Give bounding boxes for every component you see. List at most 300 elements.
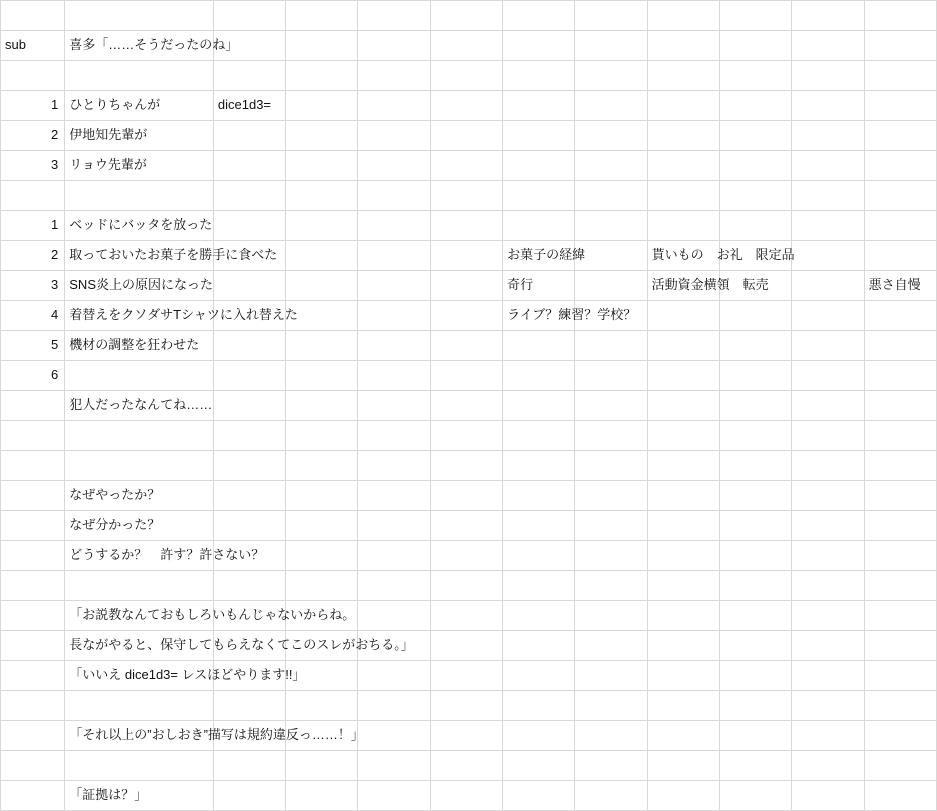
cell-r5-c6[interactable] bbox=[503, 151, 575, 181]
cell-r16-c7[interactable] bbox=[575, 481, 647, 511]
cell-r1-c4[interactable] bbox=[358, 31, 430, 61]
cell-r25-c0[interactable] bbox=[1, 751, 65, 781]
cell-r14-c3[interactable] bbox=[286, 421, 358, 451]
cell-r6-c11[interactable] bbox=[864, 181, 936, 211]
cell-r22-c11[interactable] bbox=[864, 661, 936, 691]
cell-r24-c4[interactable] bbox=[358, 721, 430, 751]
cell-r15-c6[interactable] bbox=[503, 451, 575, 481]
cell-r18-c7[interactable] bbox=[575, 541, 647, 571]
cell-r7-c6[interactable] bbox=[503, 211, 575, 241]
cell-r18-c8[interactable] bbox=[647, 541, 719, 571]
cell-r2-c0[interactable] bbox=[1, 61, 65, 91]
cell-r6-c6[interactable] bbox=[503, 181, 575, 211]
cell-r4-c8[interactable] bbox=[647, 121, 719, 151]
cell-r15-c3[interactable] bbox=[286, 451, 358, 481]
cell-r23-c11[interactable] bbox=[864, 691, 936, 721]
cell-r11-c9[interactable] bbox=[719, 331, 791, 361]
cell-r1-c7[interactable] bbox=[575, 31, 647, 61]
cell-r13-c8[interactable] bbox=[647, 391, 719, 421]
cell-r15-c8[interactable] bbox=[647, 451, 719, 481]
cell-r24-c1[interactable] bbox=[65, 721, 364, 751]
cell-r21-c7[interactable] bbox=[575, 631, 647, 661]
cell-r9-c3[interactable] bbox=[286, 271, 358, 301]
cell-r17-c5[interactable] bbox=[430, 511, 502, 541]
cell-r6-c0[interactable] bbox=[1, 181, 65, 211]
cell-r12-c0[interactable] bbox=[1, 361, 65, 391]
cell-r25-c5[interactable] bbox=[430, 751, 502, 781]
cell-r7-c7[interactable] bbox=[575, 211, 647, 241]
cell-r12-c3[interactable] bbox=[286, 361, 358, 391]
cell-r17-c3[interactable] bbox=[286, 511, 358, 541]
cell-r19-c6[interactable] bbox=[503, 571, 575, 601]
cell-r25-c8[interactable] bbox=[647, 751, 719, 781]
cell-r24-c2[interactable] bbox=[213, 721, 285, 751]
cell-r3-c4[interactable] bbox=[358, 91, 430, 121]
cell-r16-c5[interactable] bbox=[430, 481, 502, 511]
cell-r20-c10[interactable] bbox=[792, 601, 864, 631]
cell-r20-c5[interactable] bbox=[430, 601, 502, 631]
cell-r7-c2[interactable] bbox=[213, 211, 285, 241]
cell-r24-c8[interactable] bbox=[647, 721, 719, 751]
cell-r2-c5[interactable] bbox=[430, 61, 502, 91]
cell-r7-c0[interactable] bbox=[1, 211, 65, 241]
cell-r3-c5[interactable] bbox=[430, 91, 502, 121]
cell-r8-c0[interactable] bbox=[1, 241, 65, 271]
cell-r22-c1[interactable] bbox=[65, 661, 306, 691]
cell-r17-c4[interactable] bbox=[358, 511, 430, 541]
cell-r18-c6[interactable] bbox=[503, 541, 575, 571]
cell-r17-c2[interactable] bbox=[213, 511, 285, 541]
cell-r20-c2[interactable] bbox=[213, 601, 285, 631]
cell-r4-c1[interactable] bbox=[65, 121, 214, 151]
cell-r2-c1[interactable] bbox=[65, 61, 214, 91]
cell-r5-c8[interactable] bbox=[647, 151, 719, 181]
cell-r9-c0[interactable] bbox=[1, 271, 65, 301]
cell-r21-c5[interactable] bbox=[430, 631, 502, 661]
cell-r1-c10[interactable] bbox=[792, 31, 864, 61]
cell-r5-c2[interactable] bbox=[213, 151, 285, 181]
cell-r24-c3[interactable] bbox=[286, 721, 358, 751]
cell-r1-c9[interactable] bbox=[719, 31, 791, 61]
cell-r15-c0[interactable] bbox=[1, 451, 65, 481]
cell-r0-c7[interactable] bbox=[575, 1, 647, 31]
cell-r14-c2[interactable] bbox=[213, 421, 285, 451]
cell-r20-c11[interactable] bbox=[864, 601, 936, 631]
cell-r24-c0[interactable] bbox=[1, 721, 65, 751]
cell-r7-c3[interactable] bbox=[286, 211, 358, 241]
cell-r4-c11[interactable] bbox=[864, 121, 936, 151]
cell-r2-c8[interactable] bbox=[647, 61, 719, 91]
cell-r21-c11[interactable] bbox=[864, 631, 936, 661]
cell-r8-c4[interactable] bbox=[358, 241, 430, 271]
cell-r13-c9[interactable] bbox=[719, 391, 791, 421]
cell-r11-c4[interactable] bbox=[358, 331, 430, 361]
cell-r2-c9[interactable] bbox=[719, 61, 791, 91]
cell-r16-c0[interactable] bbox=[1, 481, 65, 511]
cell-r22-c0[interactable] bbox=[1, 661, 65, 691]
cell-r12-c11[interactable] bbox=[864, 361, 936, 391]
cell-r26-c8[interactable] bbox=[647, 781, 719, 811]
cell-r16-c1[interactable] bbox=[65, 481, 214, 511]
cell-r0-c11[interactable] bbox=[864, 1, 936, 31]
cell-r8-c11[interactable] bbox=[864, 241, 936, 271]
cell-r14-c11[interactable] bbox=[864, 421, 936, 451]
cell-r13-c1[interactable] bbox=[65, 391, 214, 421]
cell-r25-c7[interactable] bbox=[575, 751, 647, 781]
cell-r19-c11[interactable] bbox=[864, 571, 936, 601]
cell-r7-c5[interactable] bbox=[430, 211, 502, 241]
cell-r20-c4[interactable] bbox=[358, 601, 430, 631]
cell-r18-c9[interactable] bbox=[719, 541, 791, 571]
cell-r15-c10[interactable] bbox=[792, 451, 864, 481]
cell-r26-c10[interactable] bbox=[792, 781, 864, 811]
cell-r21-c8[interactable] bbox=[647, 631, 719, 661]
cell-r9-c2[interactable] bbox=[213, 271, 285, 301]
cell-r1-c8[interactable] bbox=[647, 31, 719, 61]
cell-r4-c10[interactable] bbox=[792, 121, 864, 151]
cell-r23-c6[interactable] bbox=[503, 691, 575, 721]
cell-r0-c5[interactable] bbox=[430, 1, 502, 31]
cell-r22-c4[interactable] bbox=[358, 661, 430, 691]
cell-r2-c6[interactable] bbox=[503, 61, 575, 91]
cell-r0-c8[interactable] bbox=[647, 1, 719, 31]
cell-r10-c6[interactable] bbox=[503, 301, 637, 331]
cell-r13-c6[interactable] bbox=[503, 391, 575, 421]
cell-r11-c5[interactable] bbox=[430, 331, 502, 361]
cell-r11-c2[interactable] bbox=[213, 331, 285, 361]
cell-r19-c3[interactable] bbox=[286, 571, 358, 601]
cell-r14-c0[interactable] bbox=[1, 421, 65, 451]
cell-r22-c10[interactable] bbox=[792, 661, 864, 691]
cell-r6-c5[interactable] bbox=[430, 181, 502, 211]
cell-r4-c7[interactable] bbox=[575, 121, 647, 151]
cell-r21-c1[interactable] bbox=[65, 631, 414, 661]
cell-r14-c4[interactable] bbox=[358, 421, 430, 451]
cell-r13-c10[interactable] bbox=[792, 391, 864, 421]
cell-r19-c4[interactable] bbox=[358, 571, 430, 601]
cell-r25-c9[interactable] bbox=[719, 751, 791, 781]
cell-r23-c1[interactable] bbox=[65, 691, 214, 721]
cell-r4-c3[interactable] bbox=[286, 121, 358, 151]
cell-r24-c6[interactable] bbox=[503, 721, 575, 751]
cell-r9-c9[interactable] bbox=[719, 271, 791, 301]
cell-r18-c4[interactable] bbox=[358, 541, 430, 571]
cell-r22-c8[interactable] bbox=[647, 661, 719, 691]
cell-r10-c8[interactable] bbox=[647, 301, 719, 331]
cell-r8-c8[interactable] bbox=[647, 241, 795, 271]
cell-r9-c11[interactable] bbox=[864, 271, 936, 301]
cell-r23-c2[interactable] bbox=[213, 691, 285, 721]
cell-r9-c8[interactable] bbox=[647, 271, 769, 301]
cell-r6-c1[interactable] bbox=[65, 181, 214, 211]
cell-r3-c2[interactable] bbox=[213, 91, 285, 121]
cell-r8-c9[interactable] bbox=[719, 241, 791, 271]
cell-r6-c10[interactable] bbox=[792, 181, 864, 211]
cell-r4-c0[interactable] bbox=[1, 121, 65, 151]
cell-r5-c5[interactable] bbox=[430, 151, 502, 181]
cell-r2-c3[interactable] bbox=[286, 61, 358, 91]
cell-r13-c11[interactable] bbox=[864, 391, 936, 421]
cell-r20-c9[interactable] bbox=[719, 601, 791, 631]
cell-r26-c3[interactable] bbox=[286, 781, 358, 811]
cell-r13-c0[interactable] bbox=[1, 391, 65, 421]
cell-r13-c3[interactable] bbox=[286, 391, 358, 421]
cell-r23-c4[interactable] bbox=[358, 691, 430, 721]
cell-r22-c9[interactable] bbox=[719, 661, 791, 691]
cell-r3-c3[interactable] bbox=[286, 91, 358, 121]
cell-r20-c0[interactable] bbox=[1, 601, 65, 631]
cell-r7-c11[interactable] bbox=[864, 211, 936, 241]
cell-r4-c5[interactable] bbox=[430, 121, 502, 151]
cell-r20-c8[interactable] bbox=[647, 601, 719, 631]
cell-r19-c8[interactable] bbox=[647, 571, 719, 601]
cell-r5-c0[interactable] bbox=[1, 151, 65, 181]
cell-r9-c7[interactable] bbox=[575, 271, 647, 301]
cell-r14-c9[interactable] bbox=[719, 421, 791, 451]
cell-r16-c3[interactable] bbox=[286, 481, 358, 511]
cell-r6-c9[interactable] bbox=[719, 181, 791, 211]
cell-r24-c11[interactable] bbox=[864, 721, 936, 751]
cell-r4-c9[interactable] bbox=[719, 121, 791, 151]
cell-r20-c7[interactable] bbox=[575, 601, 647, 631]
cell-r7-c10[interactable] bbox=[792, 211, 864, 241]
cell-r16-c11[interactable] bbox=[864, 481, 936, 511]
cell-r7-c8[interactable] bbox=[647, 211, 719, 241]
cell-r23-c7[interactable] bbox=[575, 691, 647, 721]
cell-r16-c9[interactable] bbox=[719, 481, 791, 511]
cell-r5-c11[interactable] bbox=[864, 151, 936, 181]
cell-r25-c2[interactable] bbox=[213, 751, 285, 781]
cell-r3-c6[interactable] bbox=[503, 91, 575, 121]
cell-r19-c2[interactable] bbox=[213, 571, 285, 601]
cell-r25-c11[interactable] bbox=[864, 751, 936, 781]
cell-r24-c9[interactable] bbox=[719, 721, 791, 751]
cell-r17-c7[interactable] bbox=[575, 511, 647, 541]
cell-r13-c5[interactable] bbox=[430, 391, 502, 421]
cell-r17-c11[interactable] bbox=[864, 511, 936, 541]
cell-r1-c6[interactable] bbox=[503, 31, 575, 61]
cell-r23-c0[interactable] bbox=[1, 691, 65, 721]
cell-r12-c6[interactable] bbox=[503, 361, 575, 391]
cell-r20-c6[interactable] bbox=[503, 601, 575, 631]
cell-r6-c3[interactable] bbox=[286, 181, 358, 211]
cell-r21-c0[interactable] bbox=[1, 631, 65, 661]
cell-r3-c11[interactable] bbox=[864, 91, 936, 121]
cell-r1-c2[interactable] bbox=[213, 31, 285, 61]
cell-r9-c4[interactable] bbox=[358, 271, 430, 301]
cell-r15-c11[interactable] bbox=[864, 451, 936, 481]
cell-r14-c10[interactable] bbox=[792, 421, 864, 451]
cell-r16-c6[interactable] bbox=[503, 481, 575, 511]
cell-r11-c6[interactable] bbox=[503, 331, 575, 361]
cell-r17-c1[interactable] bbox=[65, 511, 214, 541]
cell-r12-c10[interactable] bbox=[792, 361, 864, 391]
cell-r8-c5[interactable] bbox=[430, 241, 502, 271]
cell-r6-c2[interactable] bbox=[213, 181, 285, 211]
cell-r15-c1[interactable] bbox=[65, 451, 214, 481]
cell-r8-c6[interactable] bbox=[503, 241, 586, 271]
cell-r17-c9[interactable] bbox=[719, 511, 791, 541]
cell-r8-c2[interactable] bbox=[213, 241, 285, 271]
cell-r13-c7[interactable] bbox=[575, 391, 647, 421]
cell-r14-c6[interactable] bbox=[503, 421, 575, 451]
cell-r22-c2[interactable] bbox=[213, 661, 285, 691]
cell-r25-c6[interactable] bbox=[503, 751, 575, 781]
cell-r26-c1[interactable] bbox=[65, 781, 214, 811]
cell-r16-c4[interactable] bbox=[358, 481, 430, 511]
cell-r15-c4[interactable] bbox=[358, 451, 430, 481]
cell-r21-c2[interactable] bbox=[213, 631, 285, 661]
cell-r11-c11[interactable] bbox=[864, 331, 936, 361]
cell-r9-c10[interactable] bbox=[792, 271, 864, 301]
cell-r14-c7[interactable] bbox=[575, 421, 647, 451]
cell-r15-c7[interactable] bbox=[575, 451, 647, 481]
cell-r19-c0[interactable] bbox=[1, 571, 65, 601]
cell-r5-c3[interactable] bbox=[286, 151, 358, 181]
cell-r3-c9[interactable] bbox=[719, 91, 791, 121]
cell-r11-c7[interactable] bbox=[575, 331, 647, 361]
cell-r10-c1[interactable] bbox=[65, 301, 298, 331]
cell-r26-c0[interactable] bbox=[1, 781, 65, 811]
cell-r11-c3[interactable] bbox=[286, 331, 358, 361]
cell-r6-c7[interactable] bbox=[575, 181, 647, 211]
cell-r11-c8[interactable] bbox=[647, 331, 719, 361]
cell-r11-c10[interactable] bbox=[792, 331, 864, 361]
cell-r5-c9[interactable] bbox=[719, 151, 791, 181]
cell-r0-c0[interactable] bbox=[1, 1, 65, 31]
cell-r10-c4[interactable] bbox=[358, 301, 430, 331]
cell-r1-c11[interactable] bbox=[864, 31, 936, 61]
cell-r9-c1[interactable] bbox=[65, 271, 214, 301]
cell-r3-c0[interactable] bbox=[1, 91, 65, 121]
cell-r0-c10[interactable] bbox=[792, 1, 864, 31]
cell-r19-c9[interactable] bbox=[719, 571, 791, 601]
cell-r22-c6[interactable] bbox=[503, 661, 575, 691]
cell-r2-c10[interactable] bbox=[792, 61, 864, 91]
cell-r24-c5[interactable] bbox=[430, 721, 502, 751]
cell-r8-c1[interactable] bbox=[65, 241, 278, 271]
cell-r6-c4[interactable] bbox=[358, 181, 430, 211]
cell-r1-c5[interactable] bbox=[430, 31, 502, 61]
cell-r26-c11[interactable] bbox=[864, 781, 936, 811]
cell-r10-c3[interactable] bbox=[286, 301, 358, 331]
cell-r19-c1[interactable] bbox=[65, 571, 214, 601]
cell-r8-c3[interactable] bbox=[286, 241, 358, 271]
cell-r3-c10[interactable] bbox=[792, 91, 864, 121]
cell-r17-c0[interactable] bbox=[1, 511, 65, 541]
cell-r18-c0[interactable] bbox=[1, 541, 65, 571]
cell-r23-c5[interactable] bbox=[430, 691, 502, 721]
cell-r1-c3[interactable] bbox=[286, 31, 358, 61]
cell-r25-c4[interactable] bbox=[358, 751, 430, 781]
cell-r12-c2[interactable] bbox=[213, 361, 285, 391]
cell-r9-c5[interactable] bbox=[430, 271, 502, 301]
cell-r0-c4[interactable] bbox=[358, 1, 430, 31]
cell-r18-c1[interactable] bbox=[65, 541, 265, 571]
cell-r23-c10[interactable] bbox=[792, 691, 864, 721]
cell-r10-c0[interactable] bbox=[1, 301, 65, 331]
cell-r26-c7[interactable] bbox=[575, 781, 647, 811]
cell-r7-c1[interactable] bbox=[65, 211, 214, 241]
cell-r0-c2[interactable] bbox=[213, 1, 285, 31]
cell-r16-c8[interactable] bbox=[647, 481, 719, 511]
cell-r1-c1[interactable] bbox=[65, 31, 239, 61]
cell-r2-c4[interactable] bbox=[358, 61, 430, 91]
cell-r21-c4[interactable] bbox=[358, 631, 430, 661]
cell-r9-c6[interactable] bbox=[503, 271, 575, 301]
cell-r25-c1[interactable] bbox=[65, 751, 214, 781]
cell-r26-c5[interactable] bbox=[430, 781, 502, 811]
cell-r6-c8[interactable] bbox=[647, 181, 719, 211]
cell-r23-c3[interactable] bbox=[286, 691, 358, 721]
cell-r14-c8[interactable] bbox=[647, 421, 719, 451]
cell-r10-c11[interactable] bbox=[864, 301, 936, 331]
cell-r5-c10[interactable] bbox=[792, 151, 864, 181]
cell-r10-c2[interactable] bbox=[213, 301, 285, 331]
cell-r2-c7[interactable] bbox=[575, 61, 647, 91]
cell-r3-c1[interactable] bbox=[65, 91, 214, 121]
cell-r12-c5[interactable] bbox=[430, 361, 502, 391]
cell-r8-c7[interactable] bbox=[575, 241, 647, 271]
cell-r21-c3[interactable] bbox=[286, 631, 358, 661]
cell-r2-c11[interactable] bbox=[864, 61, 936, 91]
cell-r26-c4[interactable] bbox=[358, 781, 430, 811]
cell-r26-c6[interactable] bbox=[503, 781, 575, 811]
cell-r19-c5[interactable] bbox=[430, 571, 502, 601]
cell-r22-c3[interactable] bbox=[286, 661, 358, 691]
cell-r7-c9[interactable] bbox=[719, 211, 791, 241]
cell-r2-c2[interactable] bbox=[213, 61, 285, 91]
cell-r24-c7[interactable] bbox=[575, 721, 647, 751]
cell-r18-c2[interactable] bbox=[213, 541, 285, 571]
cell-r4-c6[interactable] bbox=[503, 121, 575, 151]
cell-r20-c1[interactable] bbox=[65, 601, 356, 631]
cell-r14-c1[interactable] bbox=[65, 421, 214, 451]
cell-r15-c5[interactable] bbox=[430, 451, 502, 481]
cell-r10-c5[interactable] bbox=[430, 301, 502, 331]
cell-r5-c4[interactable] bbox=[358, 151, 430, 181]
cell-r19-c10[interactable] bbox=[792, 571, 864, 601]
cell-r3-c7[interactable] bbox=[575, 91, 647, 121]
cell-r25-c10[interactable] bbox=[792, 751, 864, 781]
cell-r17-c6[interactable] bbox=[503, 511, 575, 541]
cell-r21-c9[interactable] bbox=[719, 631, 791, 661]
cell-r10-c10[interactable] bbox=[792, 301, 864, 331]
cell-r4-c4[interactable] bbox=[358, 121, 430, 151]
cell-r15-c9[interactable] bbox=[719, 451, 791, 481]
cell-r21-c10[interactable] bbox=[792, 631, 864, 661]
cell-r17-c8[interactable] bbox=[647, 511, 719, 541]
cell-r14-c5[interactable] bbox=[430, 421, 502, 451]
cell-r1-c0[interactable] bbox=[1, 31, 65, 61]
cell-r18-c3[interactable] bbox=[286, 541, 358, 571]
cell-r19-c7[interactable] bbox=[575, 571, 647, 601]
cell-r12-c9[interactable] bbox=[719, 361, 791, 391]
cell-r26-c2[interactable] bbox=[213, 781, 285, 811]
cell-r12-c7[interactable] bbox=[575, 361, 647, 391]
cell-r15-c2[interactable] bbox=[213, 451, 285, 481]
cell-r25-c3[interactable] bbox=[286, 751, 358, 781]
cell-r10-c9[interactable] bbox=[719, 301, 791, 331]
cell-r22-c5[interactable] bbox=[430, 661, 502, 691]
cell-r23-c8[interactable] bbox=[647, 691, 719, 721]
cell-r23-c9[interactable] bbox=[719, 691, 791, 721]
cell-r5-c7[interactable] bbox=[575, 151, 647, 181]
cell-r11-c0[interactable] bbox=[1, 331, 65, 361]
cell-r0-c3[interactable] bbox=[286, 1, 358, 31]
cell-r21-c6[interactable] bbox=[503, 631, 575, 661]
cell-r0-c6[interactable] bbox=[503, 1, 575, 31]
